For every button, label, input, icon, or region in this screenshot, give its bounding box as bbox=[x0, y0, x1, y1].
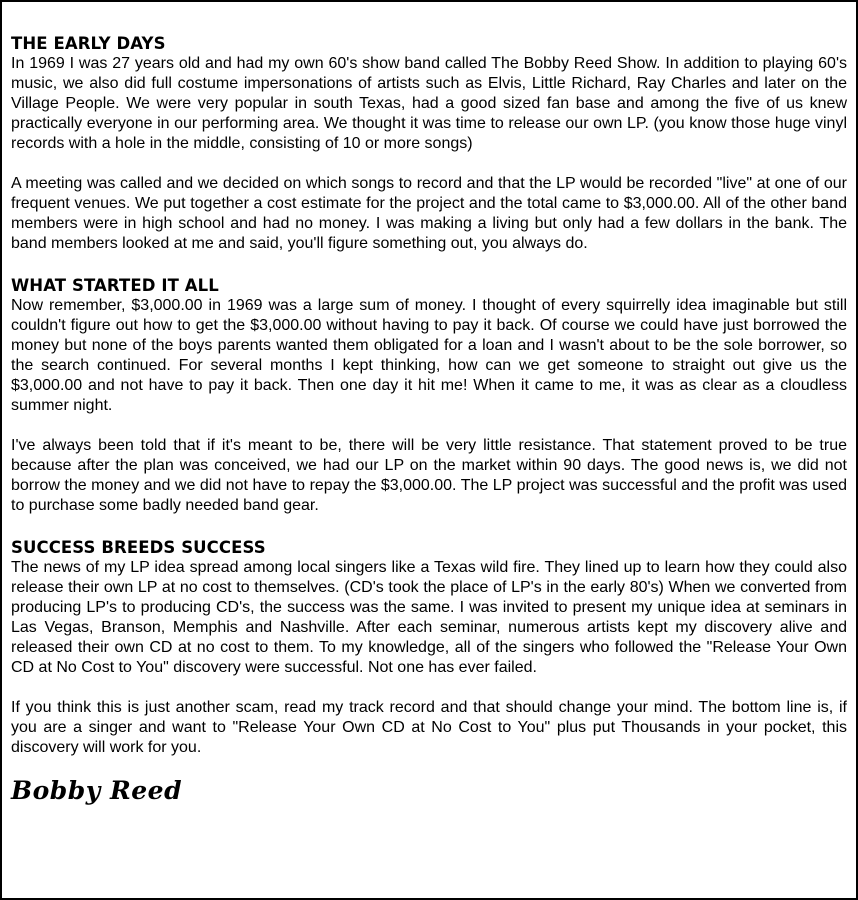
section-heading-early-days: THE EARLY DAYS bbox=[11, 34, 166, 53]
paragraph-what-started-1: Now remember, $3,000.00 in 1969 was a large sum of money. I thought of every squirrelly idea imaginable but still couldn't figure out how to get the $3,000.00 without having to pay it back. Of course we could have just borrowed the money but none of the boys parents wanted them obligated for a loan and I wasn't about to be the sole borrower, so the search continued. For several months I kept thinking, how can we get someone to straight out give us the $3,000.00 and not have to pay it back. Then one day it hit me! When it came to me, it was as clear as a cloudless summer night. bbox=[11, 297, 847, 414]
paragraph-spacer bbox=[11, 678, 847, 698]
section-heading-what-started-it-all: WHAT STARTED IT ALL bbox=[11, 276, 219, 295]
paragraph-spacer bbox=[11, 416, 847, 436]
paragraph-early-days-2: A meeting was called and we decided on which songs to record and that the LP would be recorded "live" at one of our frequent venues. We put together a cost estimate for the project and the total came to $3,000.00. All of the other band members were in high school and had no money. I was making a living but only had a few dollars in the bank. The band members looked at me and said, you'll figure something out, you always do. bbox=[11, 175, 847, 252]
section-spacer bbox=[11, 516, 847, 538]
paragraph-success-1: The news of my LP idea spread among local singers like a Texas wild fire. They lined up to learn how they could also release their own LP at no cost to themselves. (CD's took the place of LP's in the early 80's) When we converted from producing LP's to producing CD's, the success was the same. I was invited to present my unique idea at seminars in Las Vegas, Branson, Memphis and Nashville. After each seminar, numerous artists kept my discovery alive and released their own CD at no cost to them. To my knowledge, all of the singers who followed the "Release Your Own CD at No Cost to You" discovery were successful. Not one has ever failed. bbox=[11, 559, 847, 676]
paragraph-spacer bbox=[11, 154, 847, 174]
paragraph-success-2: If you think this is just another scam, read my track record and that should change your mind. The bottom line is, if you are a singer and want to "Release Your Own CD at No Cost to You" plus put Thousands in your pocket, this discovery will work for you. bbox=[11, 699, 847, 756]
section-heading-success-breeds-success: SUCCESS BREEDS SUCCESS bbox=[11, 538, 266, 557]
paragraph-early-days-1: In 1969 I was 27 years old and had my own 60's show band called The Bobby Reed Show. In addition to playing 60's music, we also did full costume impersonations of artists such as Elvis, Little Richard, Ray Charles and later on the Village People. We were very popular in south Texas, had a good sized fan base and among the five of us knew practically everyone in our performing area. We thought it was time to release our own LP. (you know those huge vinyl records with a hole in the middle, consisting of 10 or more songs) bbox=[11, 55, 847, 152]
section-spacer bbox=[11, 254, 847, 276]
author-signature: Bobby Reed bbox=[11, 776, 183, 805]
paragraph-what-started-2: I've always been told that if it's meant to be, there will be very little resistance. That statement proved to be true because after the plan was conceived, we had our LP on the market within 90 days. The good news is, we did not borrow the money and we did not have to repay the $3,000.00. The LP project was successful and the profit was used to purchase some badly needed band gear. bbox=[11, 437, 847, 514]
